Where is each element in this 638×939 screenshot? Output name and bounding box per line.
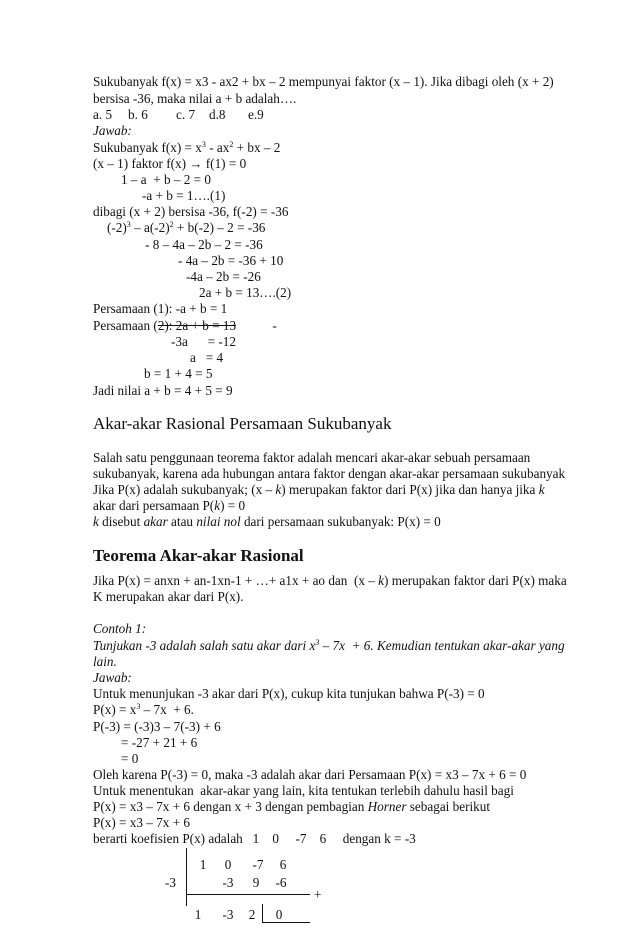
section1-paragraph-line-5: k disebut akar atau nilai nol dari persamaan sukubanyak: P(x) = 0 <box>93 514 441 529</box>
horner-product-3: -6 <box>275 875 287 890</box>
solution-line-1: Sukubanyak $f(x) = x^3 - ax^2$ + bx – 2 <box>93 140 281 155</box>
option-a: a. 5 <box>93 107 113 122</box>
horner-coef-3: -7 <box>252 857 264 872</box>
answer-line-3: P(-3) = (-3)3 – 7(-3) + 6 <box>93 719 221 734</box>
option-e: e.9 <box>248 107 264 122</box>
jawab-label-2: Jawab: <box>93 670 132 685</box>
option-c: c. 7 <box>176 107 196 122</box>
solution-line-6: $(-2)^3 - a(-2)^2 + b(-2) - 2 = -36$ <box>107 220 266 235</box>
horner-product-1: -3 <box>222 875 234 890</box>
section1-paragraph-line-2: sukubanyak, karena ada hubungan antara faktor dengan akar-akar persamaan sukubanyak <box>93 466 566 481</box>
jawab-label: Jawab: <box>93 123 132 138</box>
horner-coef-2: 0 <box>224 857 232 872</box>
persamaan-1: Persamaan (1): -a + b = 1 <box>93 301 228 316</box>
answer-line-4: = -27 + 21 + 6 <box>121 735 198 750</box>
example-line-1: Tunjukan -3 adalah salah satu akar dari $x^3 - 7x + 6$. Kemudian tentukan akar-akar yang <box>93 638 565 653</box>
value-a: a = 4 <box>190 350 224 365</box>
value-b: b = 1 + 4 = 5 <box>144 366 213 381</box>
section-title-teorema: Teorema Akar-akar Rasional <box>93 546 304 565</box>
theorem-line-2: K merupakan akar dari P(x). <box>93 589 244 604</box>
answer-line-8: P(x) = x3 – 7x + 6 dengan x + 3 dengan pembagian Horner sebagai berikut <box>93 799 490 814</box>
example-line-2: lain. <box>93 654 117 669</box>
elimination-result: -3a = -12 <box>171 334 236 349</box>
solution-line-7: - 8 – 4a – 2b – 2 = -36 <box>145 237 263 252</box>
solution-line-3: 1 – a + b – 2 = 0 <box>121 172 211 187</box>
answer-line-6: Oleh karena P(-3) = 0, maka -3 adalah akar dari Persamaan P(x) = x3 – 7x + 6 = 0 <box>93 767 527 782</box>
horner-remainder-underline <box>262 922 310 923</box>
solution-line-10: 2a + b = 13….(2) <box>199 285 292 300</box>
horner-divisor: -3 <box>165 875 176 890</box>
answer-line-1: Untuk menunjukan -3 akar dari P(x), cukup kita tunjukan bahwa P(-3) = 0 <box>93 686 485 701</box>
answer-line-5: = 0 <box>121 751 139 766</box>
theorem-line-1: Jika P(x) = anxn + an-1xn-1 + …+ a1x + ao dan (x – k) merupakan faktor dari P(x) maka <box>93 573 567 588</box>
persamaan-2: Persamaan (2): 2a + b = 13 - <box>93 318 277 333</box>
solution-line-5: dibagi (x + 2) bersisa -36, f(-2) = -36 <box>93 204 289 219</box>
horner-coef-4: 6 <box>279 857 287 872</box>
solution-line-9: -4a – 2b = -26 <box>186 269 261 284</box>
section1-paragraph-line-1: Salah satu penggunaan teorema faktor adalah mencari akar-akar sebuah persamaan <box>93 450 531 465</box>
final-answer: Jadi nilai a + b = 4 + 5 = 9 <box>93 383 233 398</box>
section1-paragraph-line-4: akar dari persamaan P(k) = 0 <box>93 498 246 513</box>
option-d: d.8 <box>209 107 226 122</box>
section-title-akar-rasional: Akar-akar Rasional Persamaan Sukubanyak <box>93 414 392 433</box>
horner-vertical-line <box>186 848 187 906</box>
horner-plus-sign: + <box>314 887 322 902</box>
horner-remainder: 0 <box>275 907 283 922</box>
section1-paragraph-line-3: Jika P(x) adalah sukubanyak; (x – k) merupakan faktor dari P(x) jika dan hanya jika k <box>93 482 545 497</box>
horner-result-3: 2 <box>248 907 256 922</box>
horner-result-1: 1 <box>194 907 202 922</box>
horner-remainder-divider <box>262 904 263 922</box>
solution-line-2: (x – 1) faktor f(x) → f(1) = 0 <box>93 156 247 171</box>
horner-sum-line <box>186 894 310 895</box>
option-b: b. 6 <box>128 107 148 122</box>
horner-result-2: -3 <box>222 907 234 922</box>
solution-line-8: - 4a – 2b = -36 + 10 <box>178 253 284 268</box>
problem-statement-line-2: bersisa -36, maka nilai a + b adalah…. <box>93 91 297 106</box>
horner-coef-1: 1 <box>199 857 207 872</box>
horner-product-2: 9 <box>252 875 260 890</box>
answer-line-10: berarti koefisien P(x) adalah 1 0 -7 6 dengan k = -3 <box>93 831 416 846</box>
answer-line-9: P(x) = x3 – 7x + 6 <box>93 815 190 830</box>
solution-line-4: -a + b = 1….(1) <box>142 188 226 203</box>
problem-statement-line-1: Sukubanyak f(x) = x3 - ax2 + bx – 2 mempunyai faktor (x – 1). Jika dibagi oleh (x + 2) <box>93 74 554 89</box>
answer-line-7: Untuk menentukan akar-akar yang lain, kita tentukan terlebih dahulu hasil bagi <box>93 783 514 798</box>
contoh-label: Contoh 1: <box>93 621 147 636</box>
answer-line-2: $P(x) = x^3 - 7x + 6$. <box>93 702 194 717</box>
